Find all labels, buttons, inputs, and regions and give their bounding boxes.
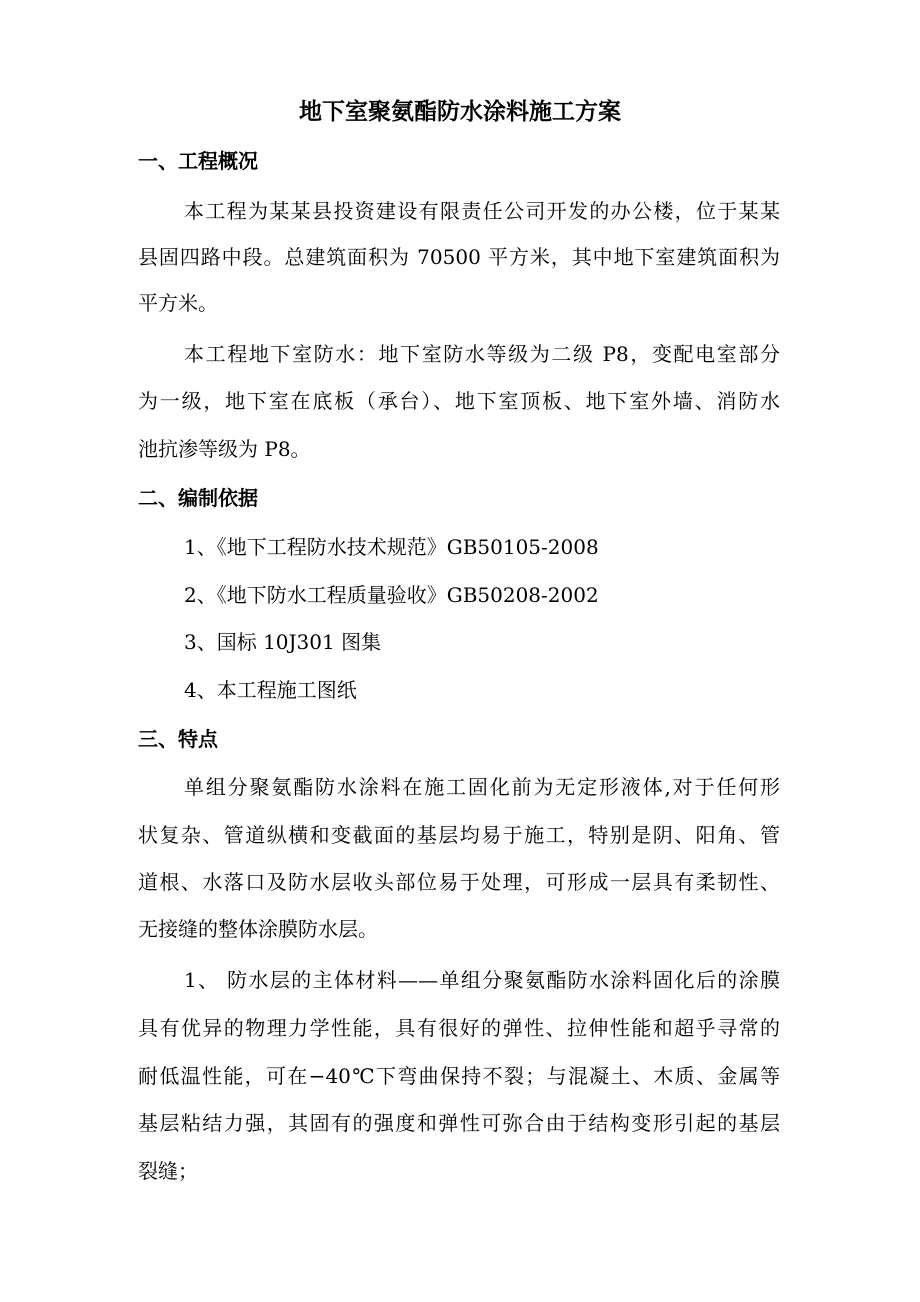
paragraph-line: 基层粘结力强，其固有的强度和弹性可弥合由于结构变形引起的基层 [138, 1111, 780, 1135]
section-heading-overview: 一、工程概况 [138, 149, 258, 173]
list-item: 2、《地下防水工程质量验收》GB50208-2002 [184, 583, 599, 607]
paragraph-line: 为一级，地下室在底板（承台）、地下室顶板、地下室外墙、消防水 [138, 389, 780, 413]
list-item: 4、本工程施工图纸 [184, 678, 357, 702]
section-heading-basis: 二、编制依据 [138, 486, 258, 510]
list-item: 1、《地下工程防水技术规范》GB50105-2008 [184, 535, 599, 559]
paragraph-line: 道根、水落口及防水层收头部位易于处理，可形成一层具有柔韧性、 [138, 870, 780, 894]
paragraph-line: 无接缝的整体涂膜防水层。 [138, 917, 378, 941]
paragraph-line: 单组分聚氨酯防水涂料在施工固化前为无定形液体,对于任何形 [184, 775, 780, 799]
paragraph-line: 县固四路中段。总建筑面积为 70500 平方米，其中地下室建筑面积为 [138, 245, 780, 269]
paragraph-line: 耐低温性能，可在−40℃下弯曲保持不裂；与混凝土、木质、金属等 [138, 1064, 780, 1088]
paragraph-line: 具有优异的物理力学性能，具有很好的弹性、拉伸性能和超乎寻常的 [138, 1016, 780, 1040]
list-item: 3、国标 10J301 图集 [184, 630, 382, 654]
paragraph-line: 本工程地下室防水：地下室防水等级为二级 P8，变配电室部分 [184, 342, 780, 366]
section-heading-features: 三、特点 [138, 727, 218, 751]
paragraph-line: 本工程为某某县投资建设有限责任公司开发的办公楼，位于某某 [184, 199, 780, 223]
paragraph-line: 状复杂、管道纵横和变截面的基层均易于施工，特别是阴、阳角、管 [138, 823, 780, 847]
paragraph-line: 平方米。 [138, 291, 218, 315]
paragraph-line: 1、 防水层的主体材料——单组分聚氨酯防水涂料固化后的涂膜 [184, 968, 780, 992]
paragraph-line: 裂缝； [138, 1159, 198, 1183]
paragraph-line: 池抗渗等级为 P8。 [138, 437, 311, 461]
document-title: 地下室聚氨酯防水涂料施工方案 [299, 98, 621, 125]
